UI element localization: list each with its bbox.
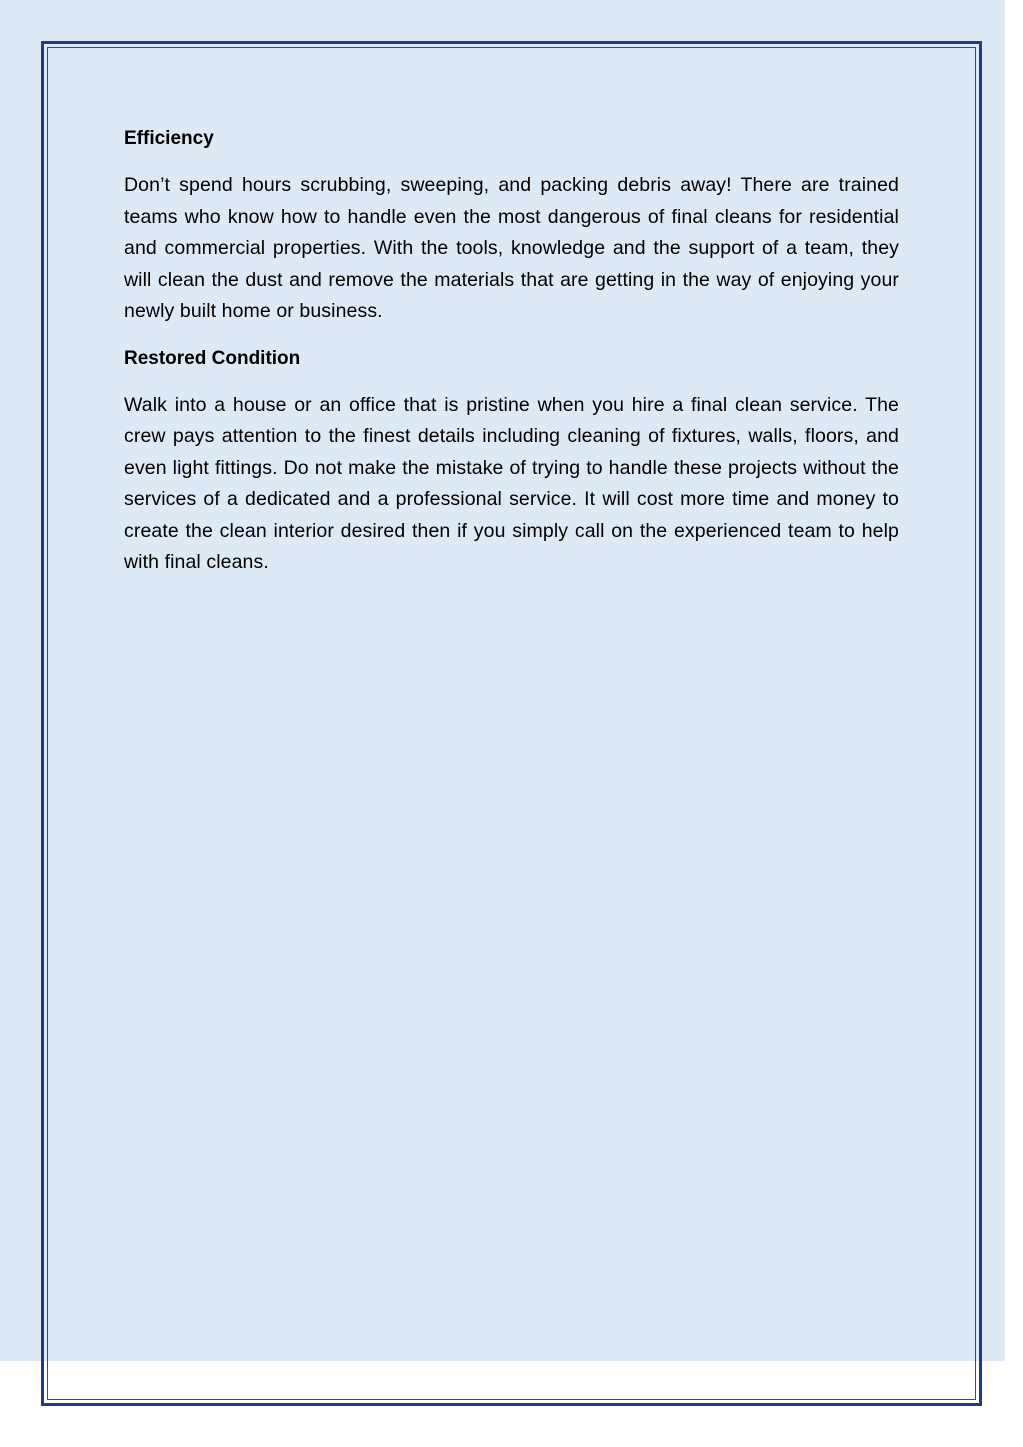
- section-heading-restored-condition: Restored Condition: [124, 347, 301, 369]
- document-body: [124, 124, 899, 595]
- section-heading-efficiency: Efficiency: [124, 128, 214, 149]
- section-paragraph-efficiency: Don’t spend hours scrubbing, sweeping, and packing debris away! There are trained teams who know how to handle even the most dangerous of final cleans for residential and commercial properties. With the tools, knowledge and the support of a team, they will clean the dust and remove the materials that are getting in the way of enjoying your newly built home or business.: [124, 174, 899, 322]
- section-paragraph-restored-condition: Walk into a house or an office that is pristine when you hire a final clean service. The crew pays attention to the finest details including cleaning of fixtures, walls, floors, and even light fittings. Do not make the mistake of trying to handle these projects without the services of a dedicated and a professional service. It will cost more time and money to create the clean interior desired then if you simply call on the experienced team to help with final cleans.: [124, 393, 899, 573]
